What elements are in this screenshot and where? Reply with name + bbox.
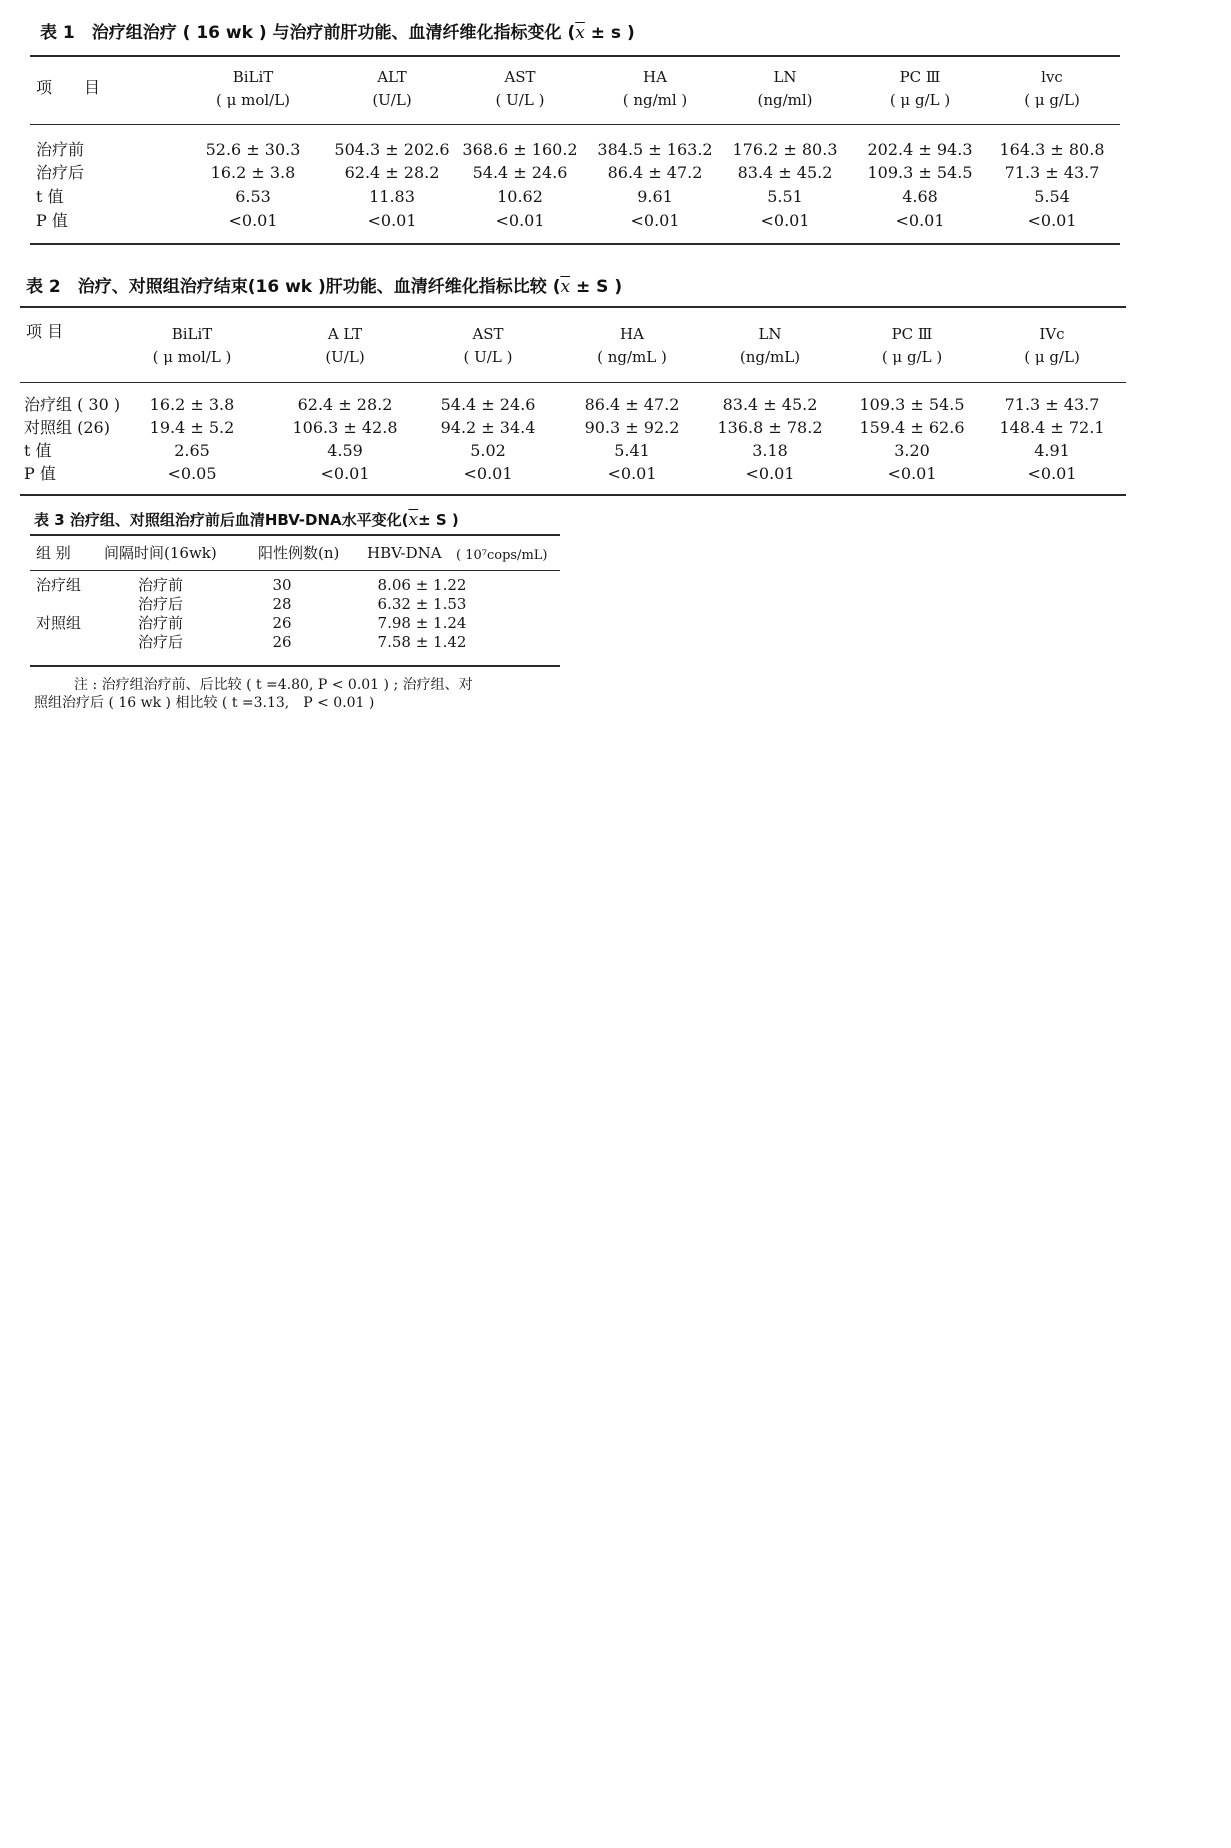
table3-count: 26	[272, 614, 292, 632]
table2-cell: <0.01	[887, 464, 937, 483]
table1-cell: 504.3 ± 202.6	[334, 140, 450, 159]
table1-row-label: 治疗前	[36, 140, 85, 159]
table1-cell: <0.01	[495, 211, 545, 230]
table1-col-header	[216, 66, 290, 112]
table1-title-tail: ± s )	[590, 23, 635, 43]
table2-cell: <0.01	[607, 464, 657, 483]
table2-title-stat: $\overline{x}$	[560, 277, 571, 297]
table1-col-name: BiLiT	[232, 68, 274, 86]
table1-cell: 10.62	[497, 187, 543, 206]
table2-col-header	[882, 323, 942, 369]
table1-cell: 4.68	[902, 187, 938, 206]
table2-col-name: BiLiT	[171, 325, 213, 343]
table2-title-tail: ± S )	[576, 277, 623, 297]
table2-col-name: PC Ⅲ	[891, 325, 933, 343]
table2-cell: 3.18	[752, 441, 788, 460]
table1-cell: 52.6 ± 30.3	[205, 140, 301, 159]
table1-col-name: AST	[504, 68, 536, 86]
table1-row-label: t 值	[36, 187, 64, 206]
table1-title-text: 表 1 治疗组治疗 ( 16 wk ) 与治疗前肝功能、血清纤维化指标变化 (	[40, 23, 576, 43]
table1-cell: 6.53	[235, 187, 271, 206]
table3-value: 8.06 ± 1.22	[377, 576, 467, 594]
table1-col-name: LN	[773, 68, 797, 86]
table2-col-header	[325, 323, 364, 369]
table3-bottom-rule	[30, 665, 560, 667]
table2-title	[26, 272, 622, 297]
table1-cell: 16.2 ± 3.8	[210, 163, 296, 182]
table1-title-stat: $\overline{x}$	[575, 23, 585, 43]
table1-cell: 9.61	[637, 187, 673, 206]
table2-cell: 90.3 ± 92.2	[584, 418, 680, 437]
table2-cell: 5.02	[470, 441, 506, 460]
table1-cell: <0.01	[1027, 211, 1077, 230]
table1-cell: 54.4 ± 24.6	[472, 163, 568, 182]
table2-col-header	[464, 323, 513, 369]
table2-col-name: HA	[620, 325, 644, 343]
table1-col-name: lvc	[1041, 68, 1063, 86]
table2-row-label: 治疗组 ( 30 )	[24, 395, 121, 414]
table2-cell: 106.3 ± 42.8	[292, 418, 398, 437]
table2-cell: 159.4 ± 62.6	[859, 418, 965, 437]
table1-col-header	[757, 66, 812, 112]
table2-cell: 54.4 ± 24.6	[440, 395, 536, 414]
table2-cell: 62.4 ± 28.2	[297, 395, 393, 414]
table1-cell: <0.01	[895, 211, 945, 230]
table2-col-header	[597, 323, 667, 369]
table2-cell: 94.2 ± 34.4	[440, 418, 536, 437]
table2-col-unit: (U/L)	[325, 348, 365, 366]
table1-col-unit: ( ng/ml )	[622, 91, 688, 109]
table2-top-rule	[20, 306, 1126, 308]
table1-cell: 384.5 ± 163.2	[597, 140, 713, 159]
table3-header-group: 组 别	[36, 544, 71, 562]
table1-cell: 86.4 ± 47.2	[607, 163, 703, 182]
table2-col-name: LN	[758, 325, 782, 343]
table3-title	[34, 509, 459, 530]
table1-cell: 11.83	[369, 187, 415, 206]
table2-cell: 86.4 ± 47.2	[584, 395, 680, 414]
table1-cell: 202.4 ± 94.3	[867, 140, 973, 159]
table1-col-unit: ( U/L )	[495, 91, 545, 109]
table3-title-tail: ± S )	[418, 511, 459, 529]
table3-header-unit: ( 10⁷cops/mL)	[456, 548, 548, 563]
table2-cell: 83.4 ± 45.2	[722, 395, 818, 414]
table2-col-unit: ( μ g/L)	[1024, 348, 1080, 366]
table1-bottom-rule	[30, 243, 1120, 245]
table1-cell: <0.01	[367, 211, 417, 230]
table2-cell: <0.01	[463, 464, 513, 483]
table1-col-name: HA	[643, 68, 667, 86]
table2-cell: 5.41	[614, 441, 650, 460]
table2-col-name: A LT	[327, 325, 363, 343]
table1-cell: 164.3 ± 80.8	[999, 140, 1105, 159]
table1-col-name: ALT	[377, 68, 407, 86]
table3-mid-rule	[30, 570, 560, 571]
table3-time: 治疗后	[138, 595, 184, 613]
table2-row-label: t 值	[24, 441, 52, 460]
table1-cell: 62.4 ± 28.2	[344, 163, 440, 182]
table3-header-hbvdna: HBV-DNA	[367, 544, 442, 562]
table1-cell: <0.01	[760, 211, 810, 230]
table2-cell: 71.3 ± 43.7	[1004, 395, 1100, 414]
table2-cell: 19.4 ± 5.2	[149, 418, 235, 437]
table2-col-unit: ( μ g/L )	[881, 348, 943, 366]
table1-cell: 176.2 ± 80.3	[732, 140, 838, 159]
table1-mid-rule	[30, 124, 1120, 125]
table3-group: 对照组	[36, 614, 82, 632]
table2-col-unit: ( U/L )	[463, 348, 513, 366]
table2-row-header: 项 目	[26, 322, 64, 341]
table1-col-header	[623, 66, 688, 112]
table2-cell: 16.2 ± 3.8	[149, 395, 235, 414]
table3-value: 6.32 ± 1.53	[377, 595, 467, 613]
table3-time: 治疗前	[138, 576, 184, 594]
table3-title-stat: $\overline{x}$	[408, 510, 419, 530]
table2-cell: <0.05	[167, 464, 217, 483]
table2-cell: 148.4 ± 72.1	[999, 418, 1105, 437]
table1-col-header	[1024, 66, 1080, 112]
table1-row-label: P 值	[36, 211, 68, 230]
table3-top-rule	[30, 534, 560, 536]
table1-cell: 71.3 ± 43.7	[1004, 163, 1100, 182]
table2-col-header	[740, 323, 800, 369]
table1-col-header	[890, 66, 950, 112]
table1-top-rule	[30, 55, 1120, 57]
table1-row-header: 项 目	[36, 78, 101, 97]
table2-cell: 2.65	[174, 441, 210, 460]
table2-cell: 109.3 ± 54.5	[859, 395, 965, 414]
table1-cell: 368.6 ± 160.2	[462, 140, 578, 159]
table3-value: 7.98 ± 1.24	[377, 614, 467, 632]
table3-note-line2: 照组治疗后 ( 16 wk ) 相比较 ( t =3.13, P < 0.01 )	[34, 695, 375, 711]
table2-col-unit: (ng/mL)	[739, 348, 801, 366]
table2-title-text: 表 2 治疗、对照组治疗结束(16 wk )肝功能、血清纤维化指标比较 (	[26, 277, 561, 297]
table3-time: 治疗前	[138, 614, 184, 632]
table1-cell: 5.54	[1034, 187, 1070, 206]
table1-col-unit: (ng/ml)	[757, 91, 813, 109]
table1-col-unit: ( μ g/L )	[889, 91, 951, 109]
table2-cell: 136.8 ± 78.2	[717, 418, 823, 437]
table1-col-header	[496, 66, 545, 112]
table1-col-unit: ( μ g/L)	[1024, 91, 1080, 109]
table2-bottom-rule	[20, 494, 1126, 496]
table1-cell: <0.01	[228, 211, 278, 230]
table3-group: 治疗组	[36, 576, 82, 594]
table3-count: 26	[272, 633, 292, 651]
table2-col-name: IVc	[1039, 325, 1065, 343]
table2-col-unit: ( ng/mL )	[597, 348, 667, 366]
table2-mid-rule	[20, 382, 1126, 383]
table3-value: 7.58 ± 1.42	[377, 633, 467, 651]
table1-col-unit: (U/L)	[372, 91, 412, 109]
table3-note-line1: 注 : 治疗组治疗前、后比较 ( t =4.80, P < 0.01 ) ; 治疗组、对	[74, 677, 473, 693]
table1-cell: 83.4 ± 45.2	[737, 163, 833, 182]
table2-cell: 4.59	[327, 441, 363, 460]
table2-row-label: P 值	[24, 464, 56, 483]
table2-col-unit: ( μ mol/L )	[152, 348, 232, 366]
table2-cell: <0.01	[1027, 464, 1077, 483]
table1-cell: 109.3 ± 54.5	[867, 163, 973, 182]
table3-header-time: 间隔时间(16wk)	[104, 544, 217, 562]
table2-cell: 4.91	[1034, 441, 1070, 460]
table1-col-name: PC Ⅲ	[899, 68, 941, 86]
table3-title-text: 表 3 治疗组、对照组治疗前后血清HBV-DNA水平变化(	[34, 511, 409, 529]
table1-cell: 5.51	[767, 187, 803, 206]
table3-time: 治疗后	[138, 633, 184, 651]
table1-cell: <0.01	[630, 211, 680, 230]
table3-header-count: 阳性例数(n)	[258, 544, 340, 562]
table1-title	[40, 18, 635, 43]
table2-cell: <0.01	[745, 464, 795, 483]
table2-cell: <0.01	[320, 464, 370, 483]
table3-count: 30	[272, 576, 292, 594]
table2-row-label: 对照组 (26)	[24, 418, 110, 437]
table3-count: 28	[272, 595, 292, 613]
table2-col-header	[1024, 323, 1080, 369]
table1-row-label: 治疗后	[36, 163, 85, 182]
table2-col-name: AST	[472, 325, 504, 343]
table2-col-header	[153, 323, 232, 369]
table1-col-header	[372, 66, 411, 112]
table2-cell: 3.20	[894, 441, 930, 460]
table1-col-unit: ( μ mol/L)	[215, 91, 291, 109]
